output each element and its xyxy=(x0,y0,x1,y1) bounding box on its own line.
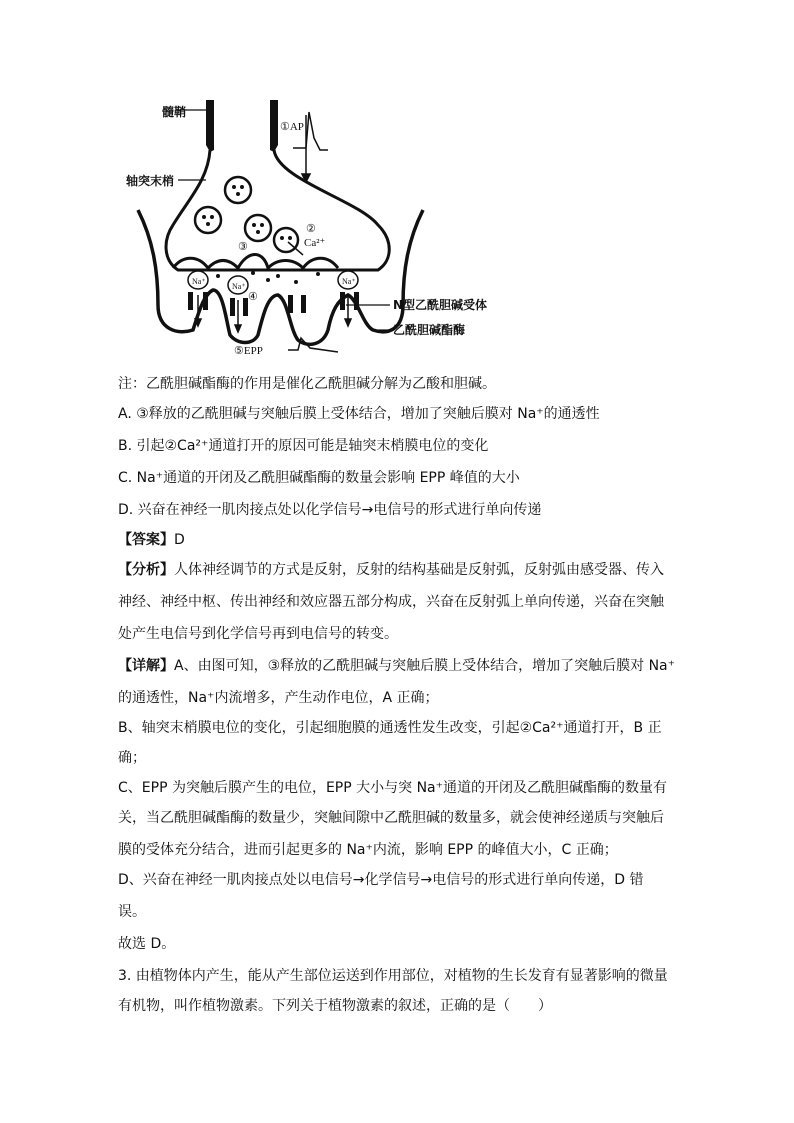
axon-terminal-label: 轴突末梢 xyxy=(126,174,175,188)
ap-label: ①AP xyxy=(280,121,304,133)
option-d: D. 兴奋在神经一肌肉接点处以化学信号→电信号的形式进行单向传递 xyxy=(118,502,542,518)
circle4-label: ④ xyxy=(248,291,258,303)
circle3-label: ③ xyxy=(238,241,248,253)
ca-label: Ca²⁺ xyxy=(304,237,326,249)
myelin-label: 髓鞘 xyxy=(162,105,187,119)
detail-tag: 【详解】 xyxy=(118,658,174,674)
na-label-3: Na⁺ xyxy=(342,277,356,286)
na-label-1: Na⁺ xyxy=(192,277,206,286)
presynaptic-membrane xyxy=(173,255,338,269)
detail-line-10: 故选 D。 xyxy=(118,936,176,952)
detail-line-3: B、轴突末梢膜电位的变化，引起细胞膜的通透性发生改变，引起②Ca²⁺通道打开，B 正 xyxy=(118,720,662,736)
analysis-line-2: 神经、神经中枢、传出神经和效应器五部分构成，兴奋在反射弧上单向传递，兴奋在突触 xyxy=(118,594,664,610)
synapse-diagram xyxy=(118,90,518,365)
detail-line-8: D、兴奋在神经一肌肉接点处以电信号→化学信号→电信号的形式进行单向传递，D 错 xyxy=(118,872,644,888)
na-label-2: Na⁺ xyxy=(232,282,246,291)
option-b: B. 引起②Ca²⁺通道打开的原因可能是轴突末梢膜电位的变化 xyxy=(118,438,489,454)
receptor-label: N型乙酰胆碱受体 xyxy=(393,298,488,312)
analysis-tag: 【分析】 xyxy=(118,562,174,578)
detail-line-4: 确； xyxy=(118,750,146,766)
detail-line-2: 的通透性，Na⁺内流增多，产生动作电位，A 正确； xyxy=(118,690,439,706)
detail-line-1 xyxy=(118,656,678,676)
epp-label: ⑤EPP xyxy=(234,345,263,357)
note: 注：乙酰胆碱酯酶的作用是催化乙酰胆碱分解为乙酸和胆碱。 xyxy=(118,376,496,392)
detail-line-9: 误。 xyxy=(118,904,146,920)
option-a: A. ③释放的乙酰胆碱与突触后膜上受体结合，增加了突触后膜对 Na⁺的通透性 xyxy=(118,406,600,422)
detail-line-6: 关，当乙酰胆碱酯酶的数量少，突触间隙中乙酰胆碱的数量多，就会使神经递质与突触后 xyxy=(118,810,664,826)
detail-text-1: A、由图可知，③释放的乙酰胆碱与突触后膜上受体结合，增加了突触后膜对 Na⁺ xyxy=(174,658,676,674)
analysis-line-3: 处产生电信号到化学信号再到电信号的转变。 xyxy=(118,626,398,642)
answer-tag: 【答案】 xyxy=(118,532,174,548)
circle2-label: ② xyxy=(306,223,316,235)
enzyme-label: 乙酰胆碱酯酶 xyxy=(393,323,466,337)
analysis-line-1 xyxy=(118,560,678,580)
question3-line-1: 3. 由植物体内产生，能从产生部位运送到作用部位，对植物的生长发育有显著影响的微量 xyxy=(118,968,668,984)
analysis-text-1: 人体神经调节的方式是反射，反射的结构基础是反射弧，反射弧由感受器、传入 xyxy=(174,562,664,578)
option-c: C. Na⁺通道的开闭及乙酰胆碱酯酶的数量会影响 EPP 峰值的大小 xyxy=(118,470,520,486)
detail-line-7: 膜的受体充分结合，进而引起更多的 Na⁺内流，影响 EPP 的峰值大小，C 正确； xyxy=(118,842,618,858)
answer-value: D xyxy=(174,532,185,548)
myelin-right xyxy=(270,100,278,152)
answer-line xyxy=(118,530,678,550)
synapse-figure xyxy=(118,90,518,365)
question3-line-2: 有机物，叫作植物激素。下列关于植物激素的叙述，正确的是（ ） xyxy=(118,998,552,1014)
myelin-left xyxy=(206,100,214,152)
detail-line-5: C、EPP 为突触后膜产生的电位，EPP 大小与突 Na⁺通道的开闭及乙酰胆碱酯酶的数量有 xyxy=(118,780,668,796)
